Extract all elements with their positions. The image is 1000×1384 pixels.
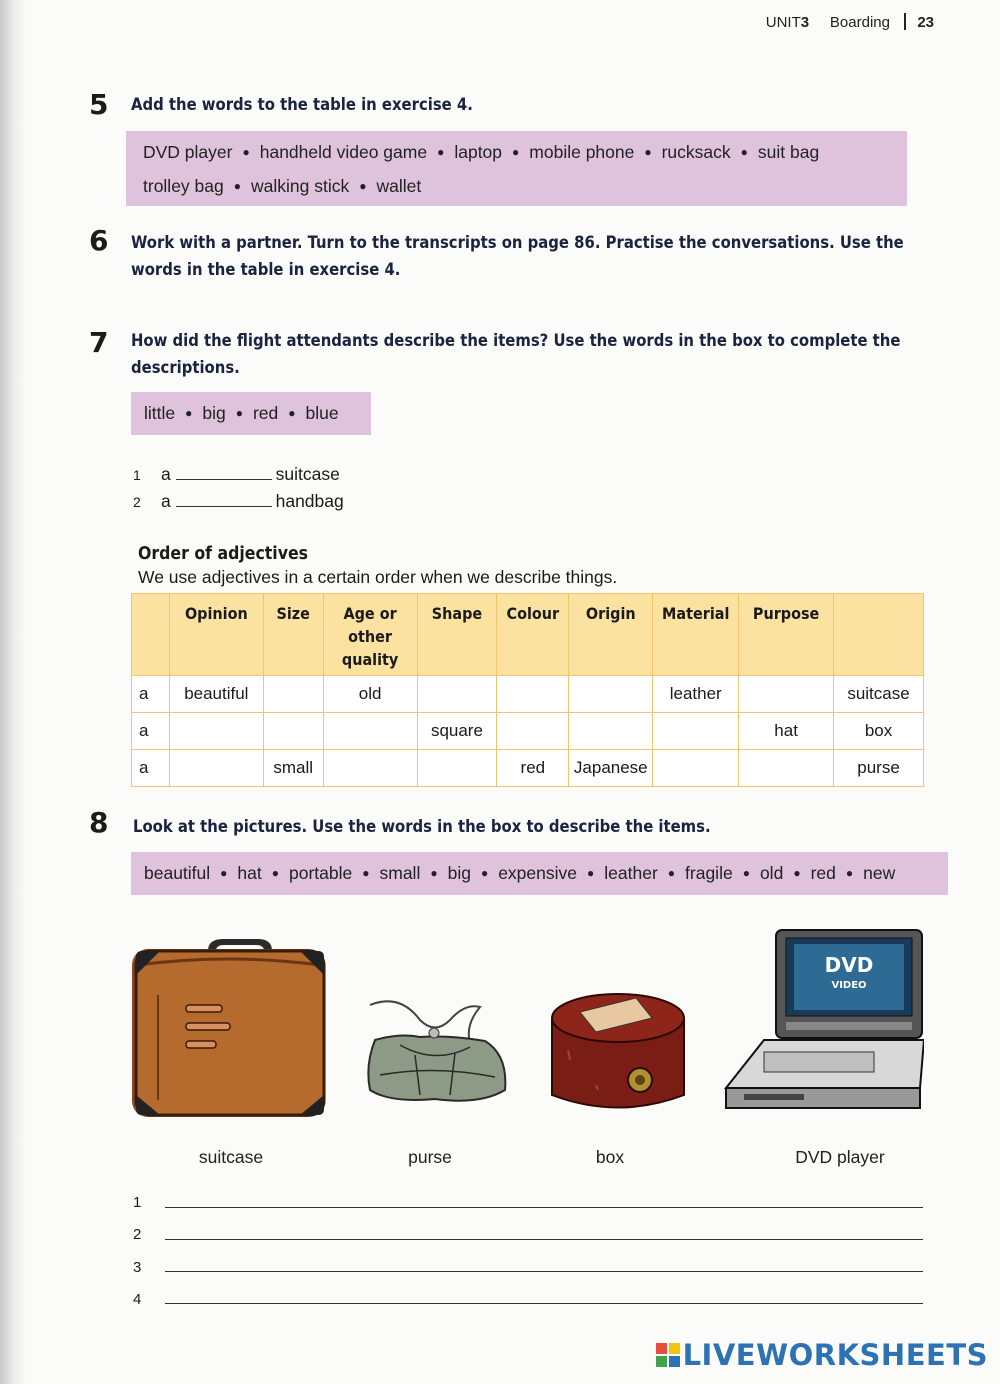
- exercise-7-items: [133, 464, 344, 518]
- table-cell: purse: [834, 750, 924, 787]
- exercise-6-number: 6: [89, 224, 109, 257]
- table-cell: small: [263, 750, 323, 787]
- table-cell[interactable]: [653, 750, 739, 787]
- word-box-line: [144, 396, 371, 430]
- word-chip: wallet: [376, 176, 422, 196]
- exercise-7-word-box: [131, 392, 371, 435]
- table-cell: old: [323, 676, 417, 713]
- bullet-separator: ●: [359, 179, 367, 193]
- gap-fill-item: [133, 491, 344, 518]
- page-header: [766, 13, 934, 31]
- table-cell[interactable]: [653, 713, 739, 750]
- exercise-5-word-box: [126, 131, 907, 206]
- table-cell: Japanese: [569, 750, 653, 787]
- picture-label: suitcase: [198, 1147, 264, 1167]
- answer-line-2[interactable]: [165, 1239, 923, 1240]
- header-divider: [904, 13, 906, 30]
- dvd-video-text: VIDEO: [831, 980, 867, 991]
- section-title: Boarding: [829, 14, 890, 31]
- table-row: [132, 750, 924, 787]
- word-chip: red: [810, 863, 836, 883]
- answer-line-4[interactable]: [165, 1303, 923, 1304]
- exercise-7-instruction: [131, 327, 900, 381]
- bullet-separator: ●: [587, 866, 595, 880]
- table-cell[interactable]: [323, 713, 417, 750]
- suitcase-picture: [128, 935, 328, 1120]
- item-article: a: [161, 464, 171, 484]
- table-header-cell: Size: [263, 594, 323, 676]
- table-cell: leather: [653, 676, 739, 713]
- page-number: 23: [917, 14, 934, 31]
- table-cell[interactable]: [169, 750, 263, 787]
- bullet-separator: ●: [430, 866, 438, 880]
- table-cell[interactable]: [569, 676, 653, 713]
- table-cell: a: [132, 750, 170, 787]
- unit-label: UNIT3: [765, 14, 810, 31]
- bullet-separator: ●: [362, 866, 370, 880]
- word-chip: mobile phone: [529, 142, 635, 162]
- bullet-separator: ●: [644, 145, 652, 159]
- table-cell[interactable]: [739, 676, 834, 713]
- bullet-separator: ●: [233, 179, 241, 193]
- word-chip: big: [447, 863, 471, 883]
- bullet-separator: ●: [740, 145, 748, 159]
- table-header-cell: Material: [653, 594, 739, 676]
- table-header-cell: Shape: [417, 594, 497, 676]
- word-chip: blue: [305, 403, 339, 423]
- grammar-title: Order of adjectives: [138, 544, 309, 564]
- word-chip: expensive: [498, 863, 578, 883]
- instruction-line: How did the flight attendants describe the items? Use the words in the box to complete the: [131, 331, 901, 350]
- word-chip: rucksack: [661, 142, 731, 162]
- picture-label: DVD player: [795, 1147, 885, 1167]
- exercise-5-number: 5: [89, 88, 109, 121]
- table-cell: suitcase: [834, 676, 924, 713]
- table-header-row: [132, 594, 924, 676]
- word-chip: beautiful: [144, 863, 211, 883]
- answer-number: 3: [133, 1259, 142, 1276]
- word-box-line: [144, 856, 948, 890]
- liveworksheets-logo-text: LIVEWORKSHEETS: [682, 1338, 988, 1372]
- table-cell: a: [132, 676, 170, 713]
- table-header-cell: [834, 594, 924, 676]
- word-chip: hat: [237, 863, 262, 883]
- answer-line-1[interactable]: [165, 1207, 923, 1208]
- picture-label: box: [595, 1147, 625, 1167]
- table-cell[interactable]: [323, 750, 417, 787]
- table-header-cell: Colour: [497, 594, 569, 676]
- bullet-separator: ●: [235, 406, 243, 420]
- table-header-cell: Purpose: [739, 594, 834, 676]
- item-number: 2: [133, 494, 141, 510]
- table-header-cell: [132, 594, 170, 676]
- item-article: a: [161, 491, 171, 511]
- word-chip: small: [379, 863, 421, 883]
- word-chip: red: [252, 403, 279, 423]
- bullet-separator: ●: [271, 866, 279, 880]
- word-box-line: [143, 169, 907, 203]
- bullet-separator: ●: [288, 406, 296, 420]
- word-chip: big: [202, 403, 226, 423]
- answer-number: 2: [133, 1226, 142, 1243]
- table-row: [132, 676, 924, 713]
- word-chip: handheld video game: [259, 142, 428, 162]
- purse-picture: [360, 995, 510, 1105]
- exercise-8-word-box: [131, 852, 948, 895]
- liveworksheets-logo-icon: [656, 1343, 680, 1367]
- liveworksheets-logo: [656, 1338, 988, 1372]
- instruction-line: descriptions.: [131, 358, 240, 377]
- item-noun: suitcase: [275, 464, 340, 484]
- table-cell[interactable]: [417, 676, 497, 713]
- table-cell: red: [497, 750, 569, 787]
- table-cell: hat: [739, 713, 834, 750]
- table-header-cell: Origin: [569, 594, 653, 676]
- bullet-separator: ●: [242, 145, 250, 159]
- answer-number: 4: [133, 1291, 142, 1308]
- gap-fill-item: [133, 464, 344, 491]
- word-chip: trolley bag: [143, 176, 224, 196]
- bullet-separator: ●: [793, 866, 801, 880]
- instruction-line: Work with a partner. Turn to the transcripts on page 86. Practise the conversations. Use the: [131, 233, 904, 252]
- table-cell: a: [132, 713, 170, 750]
- bullet-separator: ●: [667, 866, 676, 880]
- table-header-cell: Opinion: [169, 594, 263, 676]
- word-chip: fragile: [685, 863, 733, 883]
- bullet-separator: ●: [185, 406, 193, 420]
- dvd-logo-text: DVD: [824, 953, 874, 977]
- item-noun: handbag: [275, 491, 344, 511]
- word-chip: portable: [289, 863, 353, 883]
- table-cell: box: [834, 713, 924, 750]
- table-cell[interactable]: [739, 750, 834, 787]
- answer-blank[interactable]: [176, 465, 272, 480]
- bullet-separator: ●: [437, 145, 445, 159]
- word-chip: suit bag: [757, 142, 820, 162]
- picture-label: purse: [408, 1147, 452, 1167]
- adjective-order-table: [131, 593, 924, 787]
- table-row: [132, 713, 924, 750]
- word-chip: old: [759, 863, 784, 883]
- table-cell: beautiful: [169, 676, 263, 713]
- page-edge-shadow: [0, 0, 26, 1384]
- answer-number: 1: [133, 1194, 142, 1211]
- dvd-player-picture: [724, 928, 924, 1123]
- bullet-separator: ●: [512, 145, 520, 159]
- word-chip: little: [144, 403, 176, 423]
- word-chip: new: [863, 863, 896, 883]
- grammar-text: We use adjectives in a certain order when we describe things.: [138, 567, 618, 587]
- hat-box-picture: [548, 990, 688, 1115]
- exercise-7-number: 7: [89, 326, 109, 359]
- item-number: 1: [133, 467, 141, 483]
- word-chip: DVD player: [143, 142, 233, 162]
- exercise-5-instruction: Add the words to the table in exercise 4.: [131, 95, 473, 114]
- word-box-line: [143, 135, 907, 169]
- bullet-separator: ●: [845, 866, 854, 880]
- word-chip: walking stick: [251, 176, 350, 196]
- bullet-separator: ●: [480, 866, 489, 880]
- exercise-6-instruction: [131, 229, 904, 283]
- table-cell[interactable]: [417, 750, 497, 787]
- answer-blank[interactable]: [176, 492, 272, 507]
- table-cell: square: [417, 713, 497, 750]
- table-cell[interactable]: [497, 713, 569, 750]
- table-header-cell: Age or other quality: [323, 594, 417, 676]
- bullet-separator: ●: [742, 866, 750, 880]
- table-cell[interactable]: [169, 713, 263, 750]
- exercise-8-instruction: Look at the pictures. Use the words in the box to describe the items.: [133, 817, 711, 836]
- bullet-separator: ●: [220, 866, 228, 880]
- word-chip: laptop: [454, 142, 503, 162]
- exercise-8-number: 8: [89, 806, 109, 839]
- answer-line-3[interactable]: [165, 1271, 923, 1272]
- table-cell[interactable]: [263, 676, 323, 713]
- instruction-line: words in the table in exercise 4.: [131, 260, 401, 279]
- table-cell[interactable]: [497, 676, 569, 713]
- word-chip: leather: [604, 863, 658, 883]
- table-cell[interactable]: [263, 713, 323, 750]
- table-cell[interactable]: [569, 713, 653, 750]
